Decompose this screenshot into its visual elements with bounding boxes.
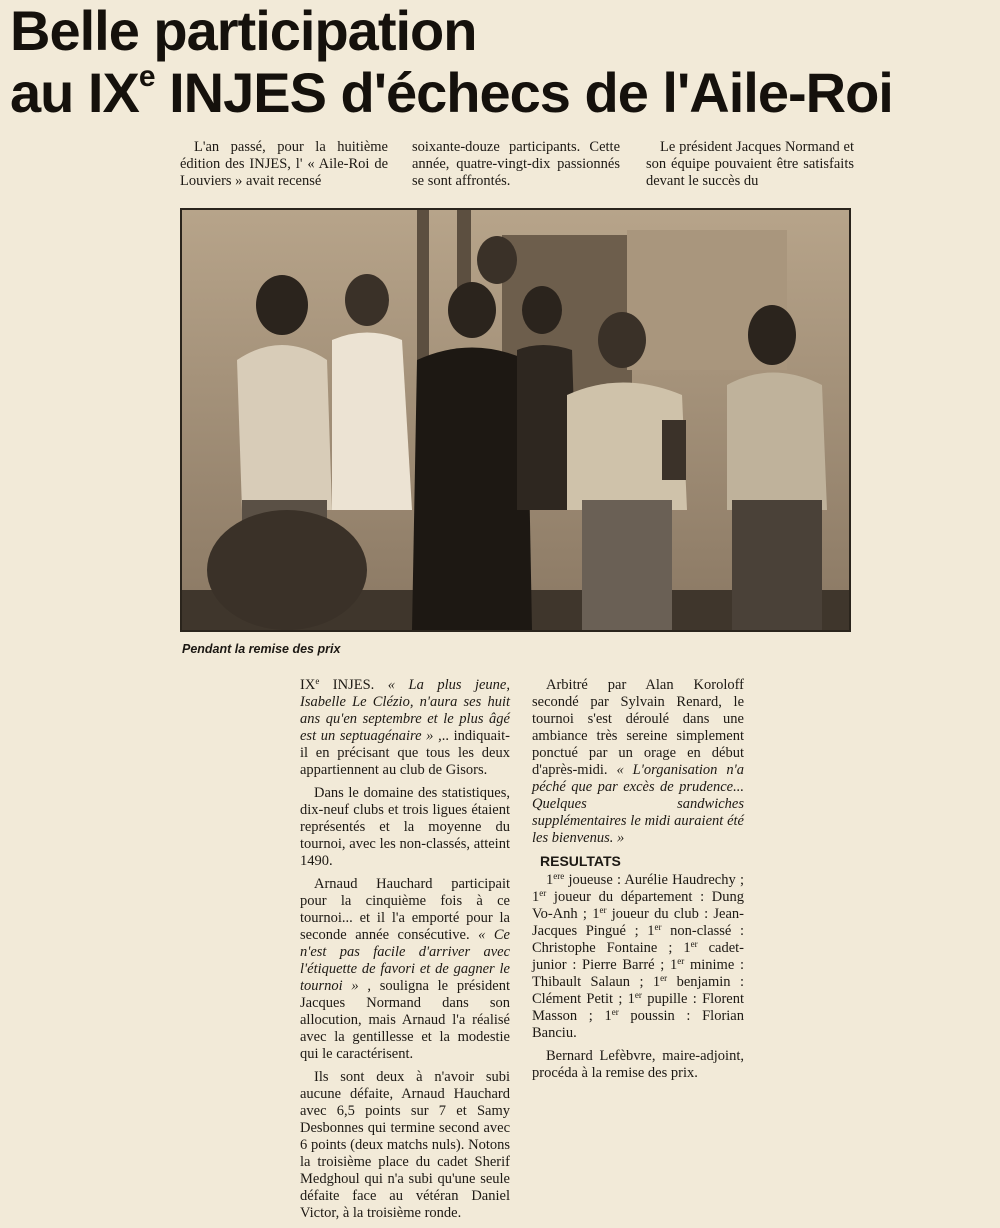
- result-rank: 1: [627, 991, 635, 1007]
- result-rank: 1: [604, 1008, 612, 1024]
- body-paragraph-3: [300, 876, 510, 1063]
- p1-rest: ,.. indiquait-il en précisant que tous les deux appartiennent au club de Gisors.: [300, 728, 510, 778]
- p1-quote: « La plus jeune, Isabelle Le Clézio, n'aura ses huit ans qu'en septembre et le plus âgé est un septuagénaire »: [300, 677, 510, 744]
- result-rank-sup: er: [660, 973, 668, 983]
- result-rank-sup: er: [677, 956, 685, 966]
- result-text: joueuse : Aurélie Haudrechy ;: [564, 872, 744, 888]
- result-text: poussin : Florian Banciu.: [532, 1008, 744, 1041]
- intro-column-1: [180, 139, 388, 196]
- result-rank: 1: [592, 906, 600, 922]
- body-paragraph-2: Dans le domaine des statistiques, dix-neuf clubs et trois ligues étaient représentés et la moyenne du tournoi, avec les non-classés, atteint 1490.: [300, 785, 510, 869]
- result-rank-sup: er: [654, 922, 662, 932]
- results-list: [532, 872, 744, 1042]
- result-rank: 1: [683, 940, 691, 956]
- results-heading: RESULTATS: [540, 853, 621, 869]
- intro-paragraph-3: Le président Jacques Normand et son équipe pouvaient être satisfaits devant le succès du: [646, 139, 854, 189]
- result-rank: 1: [532, 889, 540, 905]
- result-rank-sup: er: [690, 939, 698, 949]
- article-headline: [10, 0, 995, 124]
- result-text: benjamin : Clément Petit ;: [532, 974, 744, 1007]
- body-paragraph-last: Bernard Lefèbvre, maire-adjoint, procéda à la remise des prix.: [532, 1048, 744, 1081]
- body-column-2: [532, 677, 744, 1088]
- p3-part-b: , souligna le président Jacques Normand dans son allocution, mais Arnaud l'a réalisé avec la gentillesse et la modestie qui le caractérisent.: [300, 978, 510, 1062]
- result-rank-sup: er: [611, 1007, 619, 1017]
- p3-part-a: Arnaud Hauchard participait pour la cinquième fois à ce tournoi... et il l'a emporté pour la seconde année consécutive.: [300, 876, 510, 943]
- photo-illustration: [182, 210, 849, 630]
- body-paragraph-1: [300, 677, 510, 779]
- headline-line-2: [10, 62, 995, 124]
- body-paragraph-4: Ils sont deux à n'avoir subi aucune défaite, Arnaud Hauchard avec 6,5 points sur 7 et Samy Desbonnes qui termine second avec 6 points (deux matchs nuls). Notons la troisième place du cadet Sherif Medghoul qui n'a subi qu'une seule défaite face au vétéran Daniel Victor, à la troisième ronde.: [300, 1069, 510, 1221]
- result-rank: 1: [546, 872, 554, 888]
- result-rank-sup: er: [539, 888, 547, 898]
- result-text: joueur du département : Dung Vo-Anh ;: [532, 889, 744, 922]
- headline-line-2-post: INJES d'échecs de l'Aile-Roi: [154, 61, 893, 124]
- result-rank-sup: er: [634, 990, 642, 1000]
- result-text: non-classé : Christophe Fontaine ;: [532, 923, 745, 956]
- result-text: cadet-junior : Pierre Barré ;: [532, 940, 744, 973]
- p1-lead: IX: [300, 677, 316, 693]
- p1-lead-post: INJES.: [319, 677, 388, 693]
- result-rank-sup: er: [599, 905, 607, 915]
- result-rank-sup: ere: [553, 871, 565, 881]
- result-rank: 1: [647, 923, 655, 939]
- result-rank: 1: [652, 974, 661, 990]
- intro-paragraph-2: soixante-douze participants. Cette année, quatre-vingt-dix passionnés se sont affrontés.: [412, 139, 620, 189]
- award-ceremony-photo: [180, 208, 851, 632]
- result-item: [546, 872, 744, 888]
- headline-line-1: Belle participation: [10, 0, 477, 62]
- intro-column-3: [646, 139, 854, 196]
- p1-lead-sup: e: [315, 676, 320, 686]
- result-rank: 1: [670, 957, 678, 973]
- result-text: joueur du club : Jean-Jacques Pingué ;: [532, 906, 744, 939]
- result-text: pupille : Florent Masson ;: [532, 991, 744, 1024]
- photo-caption: Pendant la remise des prix: [182, 642, 341, 656]
- p5-part-a: Arbitré par Alan Koroloff secondé par Sylvain Renard, le tournoi s'est déroulé dans une ambiance très sereine simplement ponctué par un orage en début d'après-midi.: [532, 677, 744, 778]
- intro-column-2: [412, 139, 620, 196]
- body-column-1: [300, 677, 510, 1228]
- body-paragraph-5: [532, 677, 744, 847]
- headline-superscript: e: [138, 60, 155, 93]
- headline-line-2-pre: au IX: [10, 61, 139, 124]
- result-text: minime : Thibault Salaun ;: [532, 957, 744, 990]
- p5-quote: « L'organisation n'a péché que par excès de prudence... Quelques sandwiches supplémentaires le midi auraient été les bienvenus. »: [532, 762, 744, 846]
- intro-paragraph-1: L'an passé, pour la huitième édition des INJES, l' « Aile-Roi de Louviers » avait recensé: [180, 139, 388, 189]
- p3-quote: « Ce n'est pas facile d'arriver avec l'étiquette de favori et de gagner le tournoi »: [300, 927, 510, 994]
